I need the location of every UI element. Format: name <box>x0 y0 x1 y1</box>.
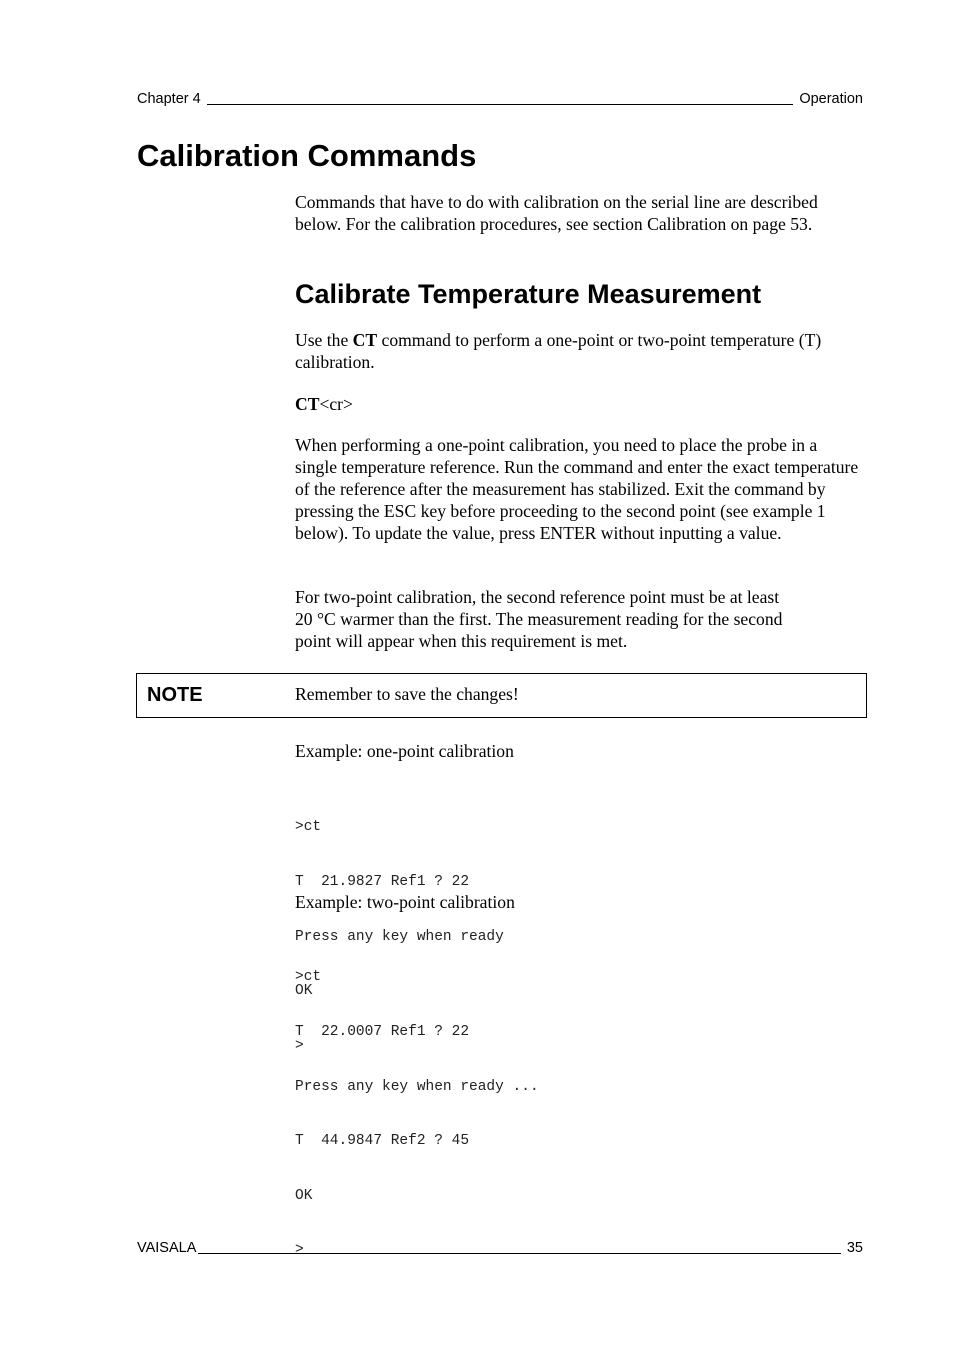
code-line: Press any key when ready ... <box>295 1078 539 1095</box>
page-header <box>137 90 863 108</box>
syntax-command: CT <box>295 394 320 414</box>
code-line: >ct <box>295 969 322 986</box>
code-line: OK <box>295 983 313 1000</box>
code-line: > <box>295 1037 304 1054</box>
usage-paragraph <box>295 329 863 373</box>
footer-rule <box>198 1253 840 1254</box>
page-title: Calibration Commands <box>137 138 477 173</box>
code-line: T 22.0007 Ref1 ? 22 <box>295 1024 470 1040</box>
page-number: 35 <box>846 1240 863 1256</box>
usage-suffix: command to perform a one-point or two-point temperature (T) calibration. <box>295 330 822 372</box>
code-line: OK <box>295 1187 313 1204</box>
one-point-paragraph: When performing a one-point calibration, you need to place the probe in a single temperature reference. Run the command and enter the exact temperature of the reference after the measurement has stabilized. Exit the command by pressing the ESC key before proceeding to the second point (see example 1 below). To update the value, press ENTER without inputting a value. <box>295 435 859 543</box>
note-label: NOTE <box>147 684 203 706</box>
header-rule <box>207 104 794 105</box>
command-syntax <box>295 393 863 415</box>
example-2-caption: Example: two-point calibration <box>295 892 515 912</box>
example-2-code <box>295 932 539 1278</box>
example-1-caption: Example: one-point calibration <box>295 741 514 761</box>
code-line: Press any key when ready <box>295 928 504 945</box>
note-text: Remember to save the changes! <box>295 684 519 704</box>
code-line: T 21.9827 Ref1 ? 22 <box>295 874 470 890</box>
two-point-line-3: point will appear when this requirement is met. <box>295 631 628 651</box>
two-point-line-1: For two-point calibration, the second reference point must be at least <box>295 587 780 607</box>
chapter-label: Chapter 4 <box>137 91 201 107</box>
intro-paragraph: Commands that have to do with calibration on the serial line are described below. For the calibration procedures, see section Calibration on page 53. <box>295 192 818 234</box>
section-label: Operation <box>799 91 863 107</box>
usage-prefix: Use the <box>295 330 353 350</box>
two-point-line-2: 20 °C warmer than the first. The measurement reading for the second <box>295 609 783 629</box>
note-box <box>136 673 867 718</box>
page-footer <box>137 1239 863 1257</box>
code-line: > <box>295 1242 304 1259</box>
code-line: >ct <box>295 819 322 836</box>
usage-command: CT <box>352 330 378 350</box>
syntax-suffix: <cr> <box>319 394 353 414</box>
subsection-title: Calibrate Temperature Measurement <box>295 279 762 309</box>
two-point-paragraph <box>295 586 863 652</box>
company-name: VAISALA <box>137 1240 197 1256</box>
code-line: T 44.9847 Ref2 ? 45 <box>295 1133 470 1150</box>
